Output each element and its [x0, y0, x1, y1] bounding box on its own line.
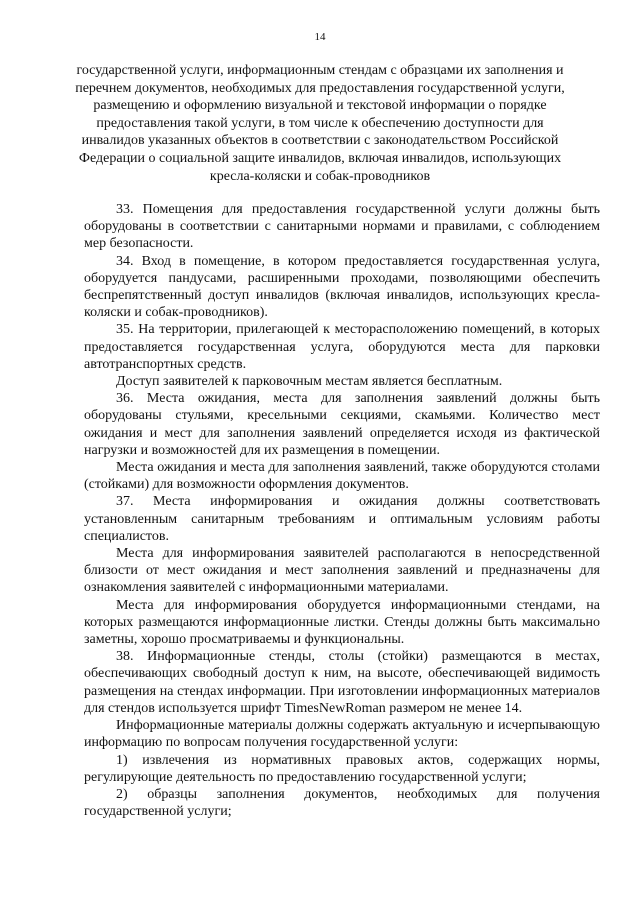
paragraph-38: 38. Информационные стенды, столы (стойки) размещаются в местах, обеспечивающих свободный доступ к ним, на высоте, обеспечивающей видимость размещения на стендах информации. При изготовлении информационных материалов для стендов используется шрифт TimesNewRoman размером не менее 14. — [84, 649, 600, 716]
document-body — [84, 201, 600, 820]
paragraph-37: 37. Места информирования и ожидания должны соответствовать установленным санитарным требованиям и оптимальным условиям работы специалистов. — [84, 494, 600, 544]
paragraph-36: 36. Места ожидания, места для заполнения заявлений должны быть оборудованы стульями, кресельными секциями, скамьями. Количество мест ожидания и мест для заполнения заявлений определяется исходя из фактической нагрузки и возможностей для их размещения в помещении. — [84, 391, 600, 458]
list-item-2: 2) образцы заполнения документов, необходимых для получения государственной услуги; — [84, 786, 600, 820]
paragraph-tables: Места ожидания и места для заполнения заявлений, также оборудуются столами (стойками) для возможности оформления документов. — [84, 460, 600, 493]
list-item-1: 1) извлечения из нормативных правовых актов, содержащих нормы, регулирующие деятельность по предоставлению государственной услуги; — [84, 752, 600, 785]
paragraph-info-location: Места для информирования заявителей располагаются в непосредственной близости от мест ожидания и мест заполнения заявлений и предназначены для ознакомления заявителей с информационными материалами. — [84, 546, 600, 596]
paragraph-parking-free: Доступ заявителей к парковочным местам является бесплатным. — [116, 374, 503, 390]
paragraph-info-materials: Информационные материалы должны содержать актуальную и исчерпывающую информацию по вопросам получения государственной услуги: — [84, 718, 600, 751]
paragraph-info-stands: Места для информирования оборудуется информационными стендами, на которых размещаются информационные листки. Стенды должны быть максимально заметны, хорошо просматриваемы и функциональны. — [84, 597, 600, 648]
paragraph-34: 34. Вход в помещение, в котором предоставляется государственная услуга, оборудуется пандусами, расширенными проходами, позволяющими обеспечить беспрепятственный доступ инвалидов (включая инвалидов, использующих кресла-коляски и собак-проводников). — [84, 253, 600, 321]
page-number: 14 — [314, 31, 326, 43]
section-heading: государственной услуги, информационным стендам с образцами их заполнения и перечнем документов, необходимых для предоставления государственной услуги, размещению и оформлению визуальной и текстовой информации о порядке предоставления такой услуги, в том числе к обеспечению доступности для инвалидов указанных объектов в соответствии с законодательством Российской Федерации о социальной защите инвалидов, включая инвалидов, использующих кресла-коляски и собак-проводников — [75, 63, 565, 184]
paragraph-35: 35. На территории, прилегающей к месторасположению помещений, в которых предоставляется государственная услуга, оборудуются места для парковки автотранспортных средств. — [84, 322, 600, 372]
paragraph-33: 33. Помещения для предоставления государственной услуги должны быть оборудованы в соответствии с санитарными нормами и правилами, с соблюдением мер безопасности. — [84, 202, 600, 252]
